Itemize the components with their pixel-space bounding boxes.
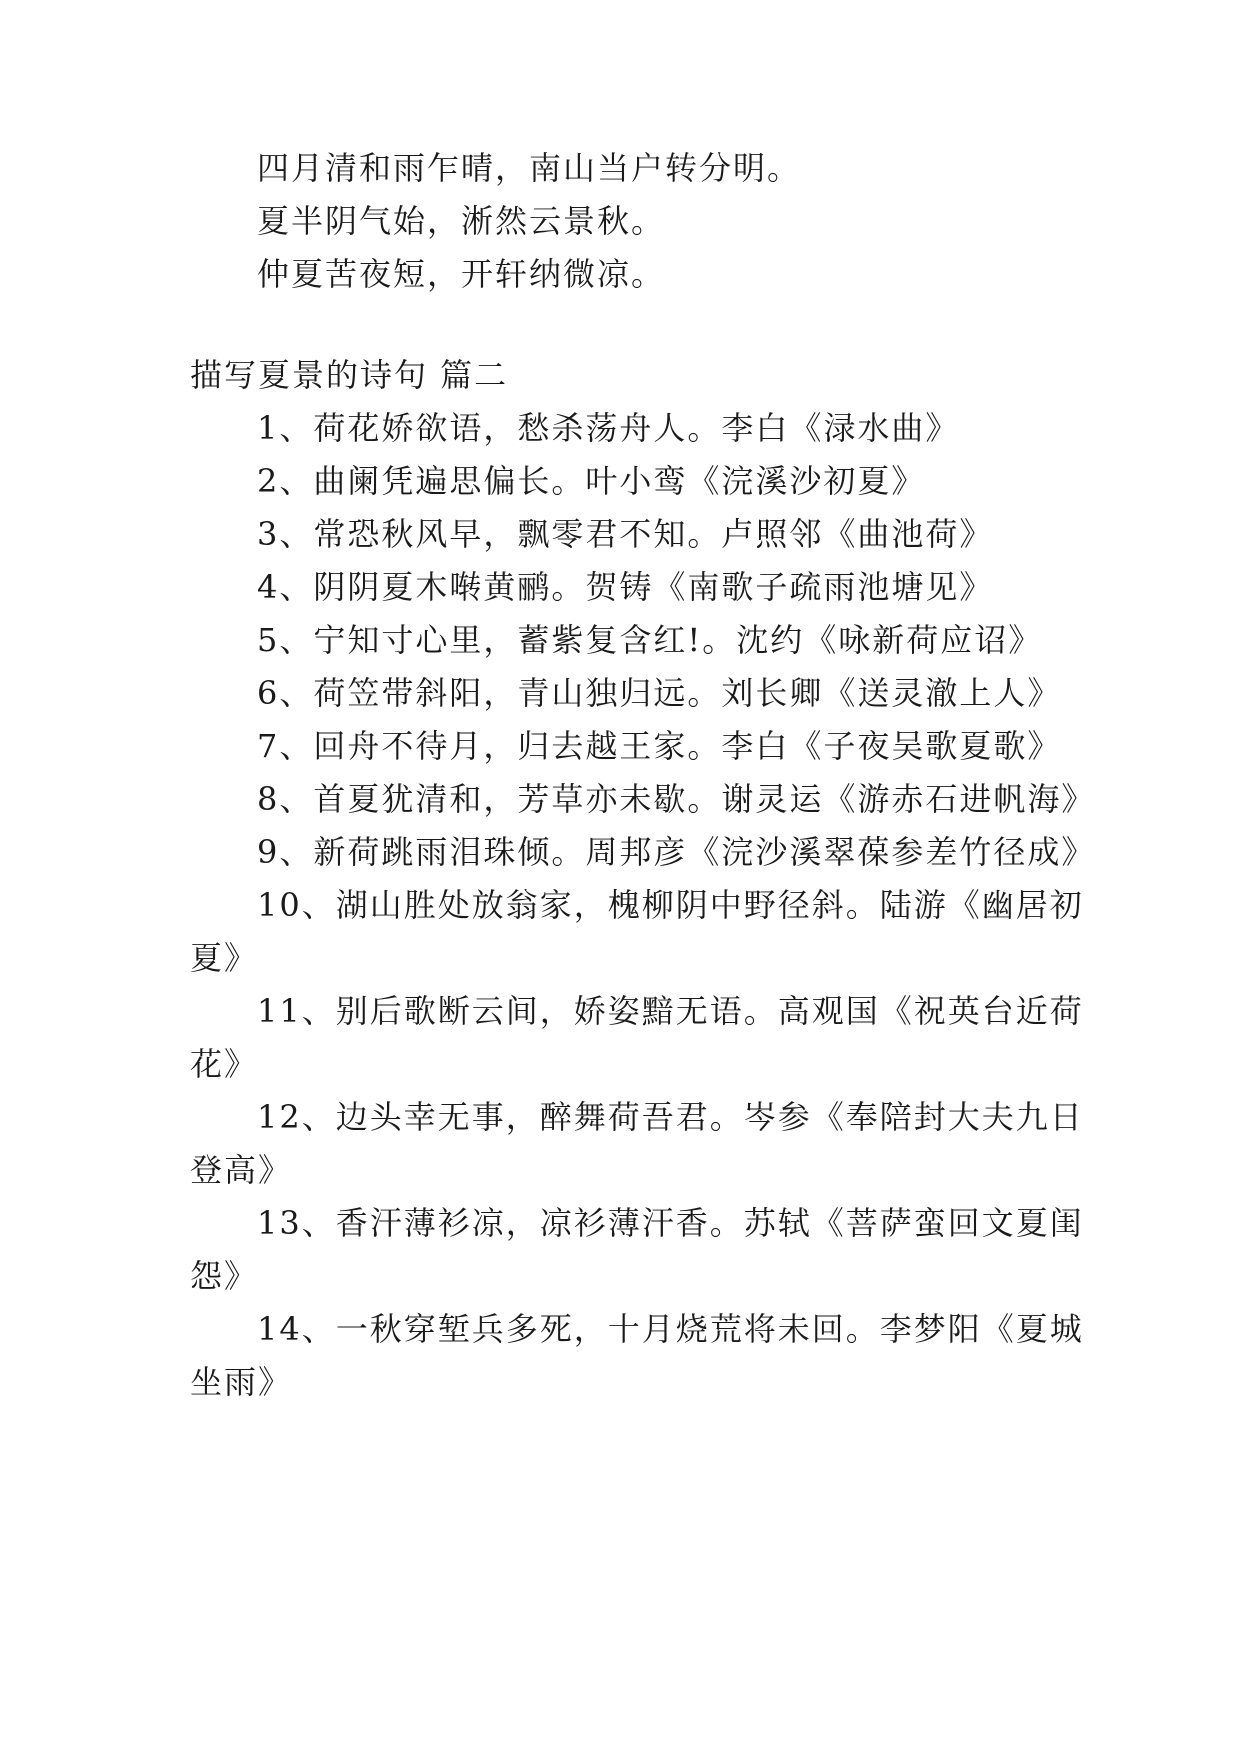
poem-line-10: 10、湖山胜处放翁家，槐柳阴中野径斜。陆游《幽居初: [257, 886, 1084, 924]
poem-line-3: 3、常恐秋风早，飘零君不知。卢照邻《曲池荷》: [257, 515, 994, 553]
intro-line-2: 夏半阴气始，淅然云景秋。: [257, 202, 666, 240]
poem-line-6: 6、荷笠带斜阳，青山独归远。刘长卿《送灵澈上人》: [257, 674, 1062, 712]
poem-line-13: 13、香汗薄衫凉，凉衫薄汗香。苏轼《菩萨蛮回文夏闺: [257, 1204, 1084, 1242]
poem-line-10-cont: 夏》: [190, 939, 259, 977]
poem-line-8: 8、首夏犹清和，芳草亦未歇。谢灵运《游赤石进帆海》: [257, 780, 1096, 818]
intro-line-1: 四月清和雨乍晴，南山当户转分明。: [257, 149, 802, 187]
poem-line-11-cont: 花》: [190, 1045, 259, 1083]
poem-line-5: 5、宁知寸心里，蓄紫复含红!。沈约《咏新荷应诏》: [257, 621, 1043, 659]
poem-line-2: 2、曲阑凭遍思偏长。叶小鸾《浣溪沙初夏》: [257, 462, 926, 500]
poem-line-11: 11、别后歌断云间，娇姿黯无语。高观国《祝英台近荷: [257, 992, 1084, 1030]
poem-line-13-cont: 怨》: [190, 1257, 259, 1295]
poem-line-14-cont: 坐雨》: [190, 1363, 293, 1401]
section-heading: 描写夏景的诗句 篇二: [190, 356, 509, 394]
poem-line-12-cont: 登高》: [190, 1151, 293, 1189]
poem-line-1: 1、荷花娇欲语，愁杀荡舟人。李白《渌水曲》: [257, 409, 960, 447]
poem-line-7: 7、回舟不待月，归去越王家。李白《子夜吴歌夏歌》: [257, 727, 1062, 765]
poem-line-9: 9、新荷跳雨泪珠倾。周邦彦《浣沙溪翠葆参差竹径成》: [257, 833, 1096, 871]
poem-line-4: 4、阴阴夏木啭黄鹂。贺铸《南歌子疏雨池塘见》: [257, 568, 994, 606]
poem-line-14: 14、一秋穿堑兵多死，十月烧荒将未回。李梦阳《夏城: [257, 1310, 1084, 1348]
poem-line-12: 12、边头幸无事，醉舞荷吾君。岑参《奉陪封大夫九日: [257, 1098, 1084, 1136]
intro-line-3: 仲夏苦夜短，开轩纳微凉。: [257, 255, 666, 293]
